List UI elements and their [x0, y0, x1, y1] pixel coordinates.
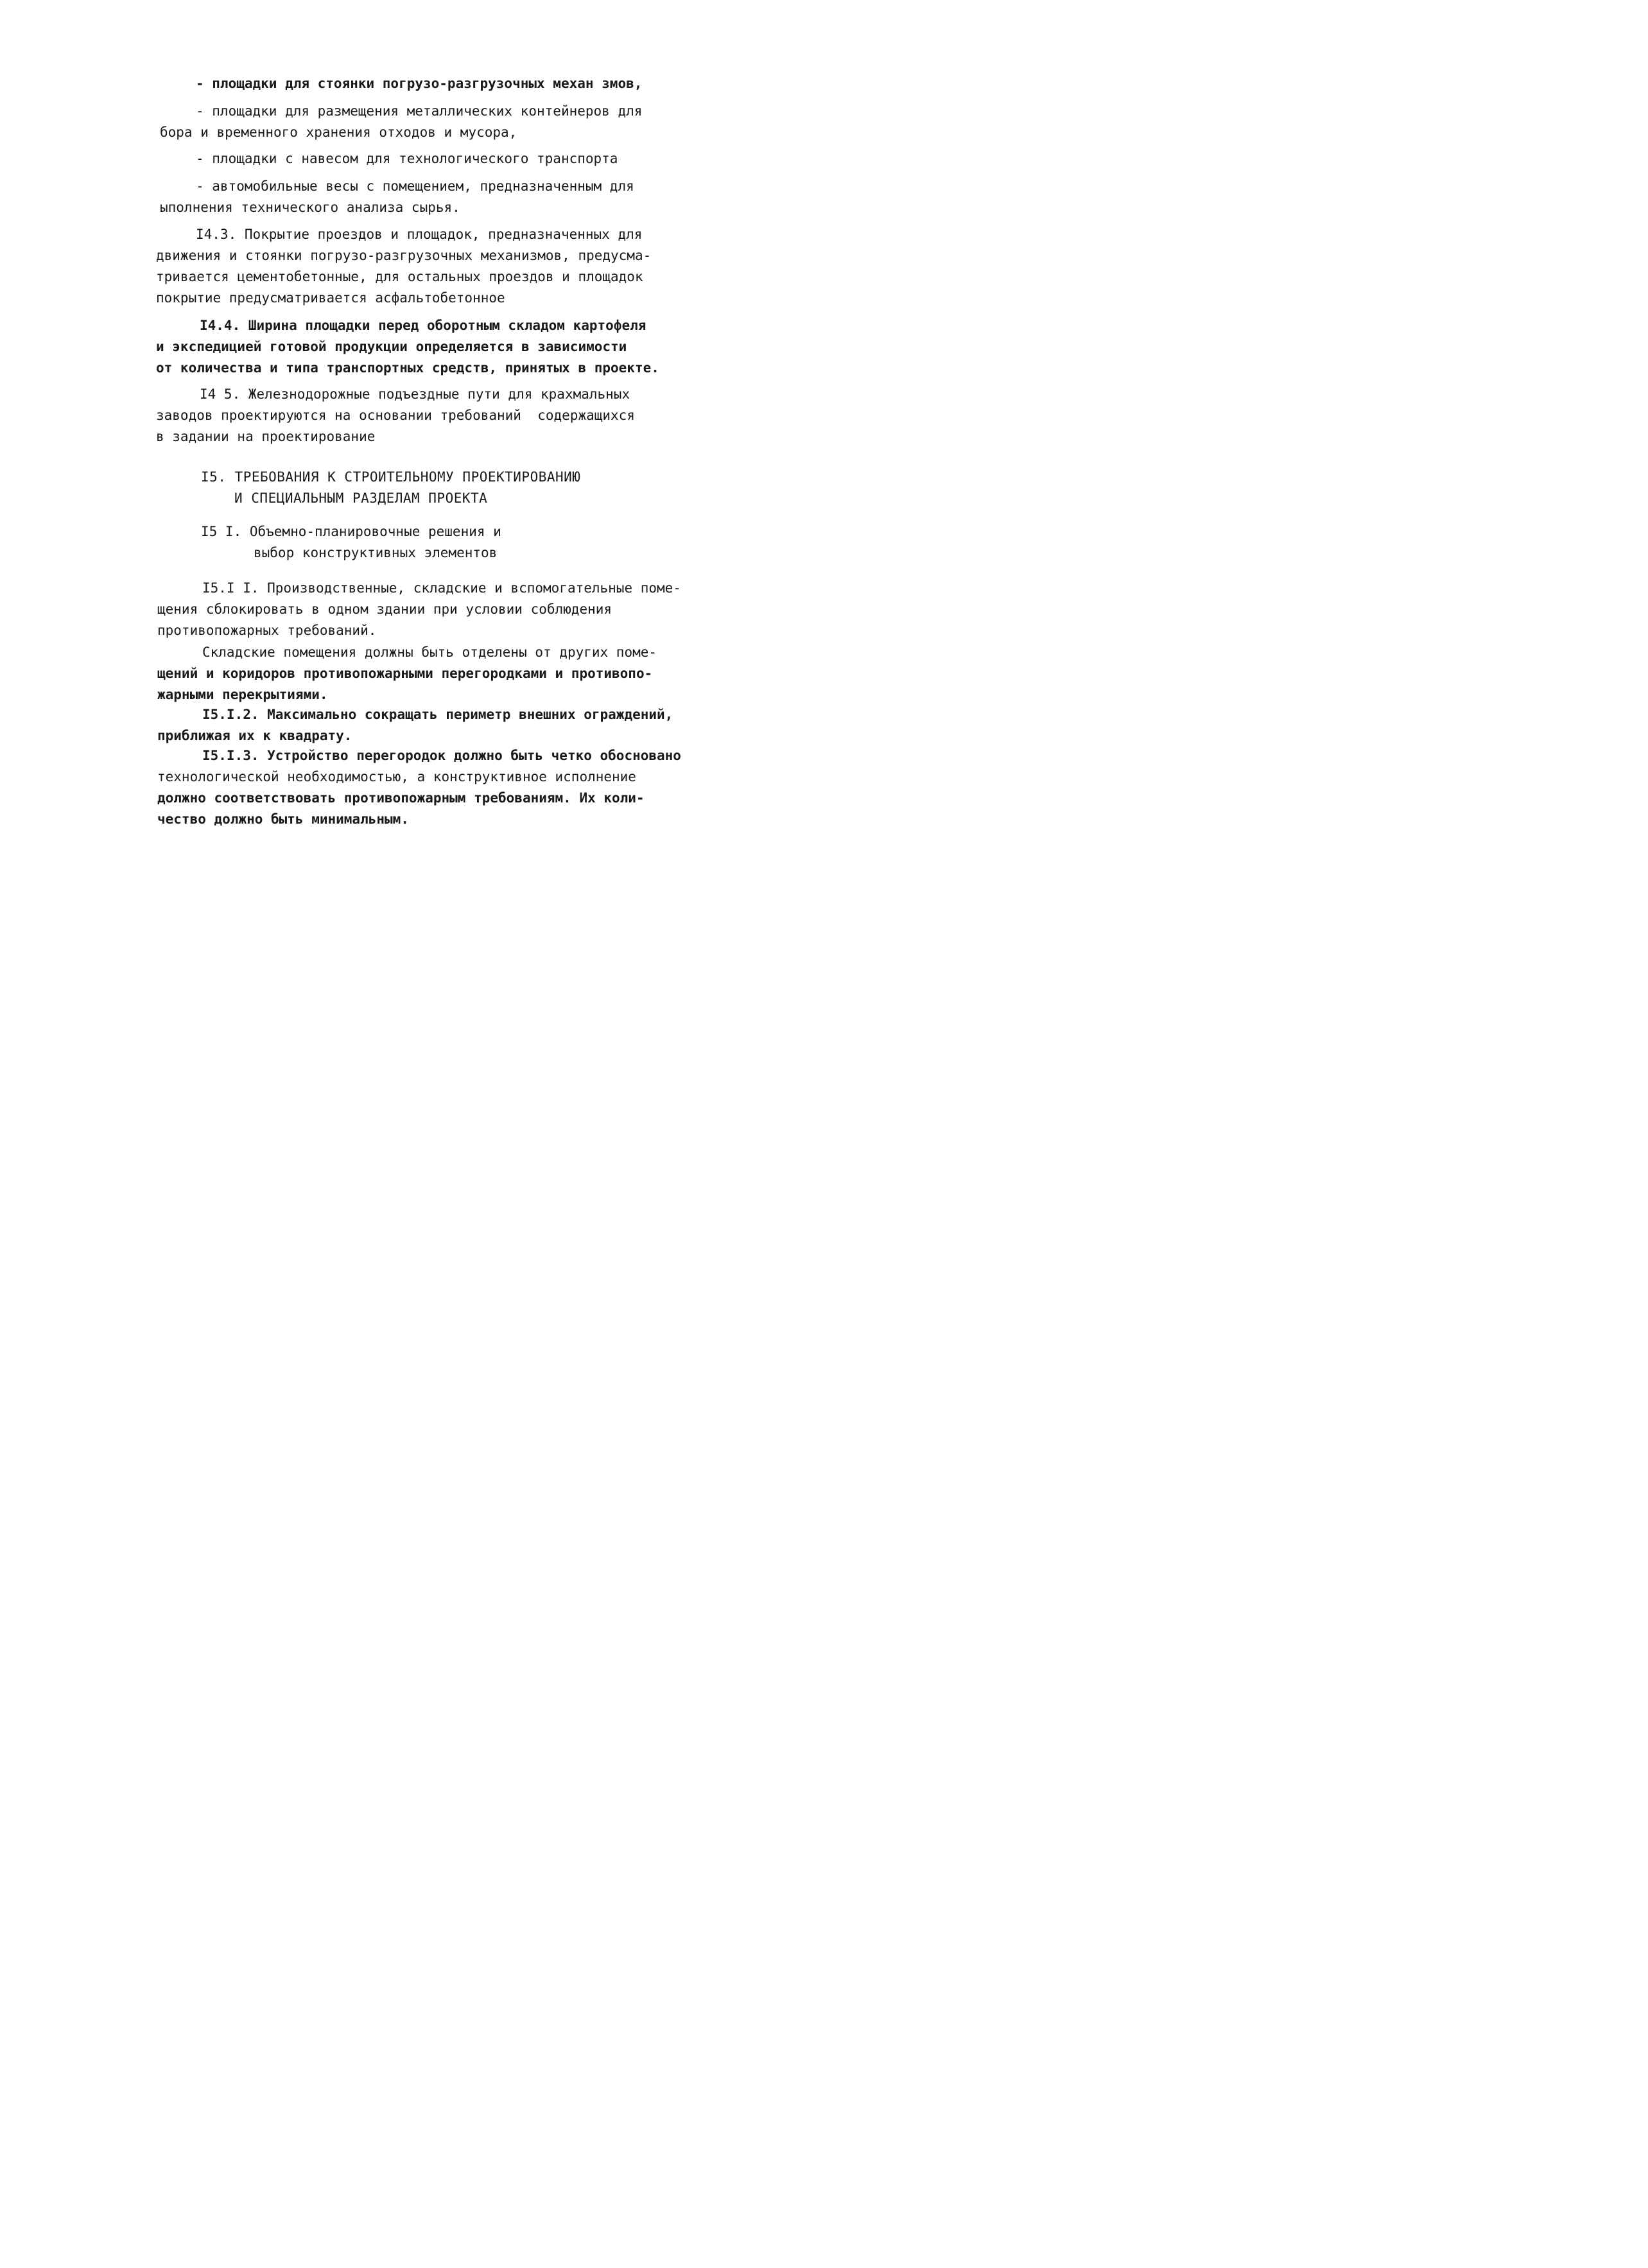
- paragraph-14-4: I4.4. Ширина площадки перед оборотным складом картофеля: [200, 318, 646, 333]
- list-item-canopy-platforms: - площадки с навесом для технологического транспорта: [196, 151, 618, 166]
- text-line: жарными перекрытиями.: [157, 687, 328, 702]
- paragraph-14-5: I4 5. Железнодорожные подъездные пути для крахмальных: [200, 386, 630, 402]
- paragraph-15-1-2: I5.I.2. Максимально сокращать периметр внешних ограждений,: [202, 707, 673, 722]
- text-line: бора и временного хранения отходов и мусора,: [160, 125, 517, 140]
- paragraph-15-1-1: I5.I I. Производственные, складские и вспомогательные поме-: [202, 580, 681, 596]
- text-line: ыполнения технического анализа сырья.: [160, 200, 460, 215]
- text-line: чество должно быть минимальным.: [157, 811, 409, 827]
- text-line: тривается цементобетонные, для остальных проездов и площадок: [156, 269, 643, 284]
- text-line: от количества и типа транспортных средств, принятых в проекте.: [156, 360, 659, 376]
- subsection-heading-continued: выбор конструктивных элементов: [254, 545, 498, 560]
- section-heading-continued: И СПЕЦИАЛЬНЫМ РАЗДЕЛАМ ПРОЕКТА: [234, 490, 488, 506]
- text-line: приближая их к квадрату.: [157, 728, 352, 743]
- paragraph-warehouses: Складские помещения должны быть отделены от других поме-: [202, 645, 657, 660]
- paragraph-14-3: I4.3. Покрытие проездов и площадок, предназначенных для: [196, 227, 643, 242]
- text-line: технологической необходимостью, а конструктивное исполнение: [157, 769, 636, 784]
- text-line: покрытие предусматривается асфальтобетонное: [156, 290, 505, 306]
- subsection-heading: I5 I. Объемно-планировочные решения и: [201, 524, 501, 539]
- text-line: движения и стоянки погрузо-разгрузочных механизмов, предусма-: [156, 248, 652, 263]
- text-line: противопожарных требований.: [157, 623, 377, 638]
- text-line: в задании на проектирование: [156, 429, 376, 444]
- text-line: и экспедицией готовой продукции определяется в зависимости: [156, 339, 627, 354]
- section-heading: I5. ТРЕБОВАНИЯ К СТРОИТЕЛЬНОМУ ПРОЕКТИРОВАНИЮ: [201, 469, 581, 485]
- paragraph-15-1-3: I5.I.3. Устройство перегородок должно быть четко обосновано: [202, 748, 681, 763]
- text-line: заводов проектируются на основании требований содержащихся: [156, 408, 635, 423]
- list-item-container-platforms: - площадки для размещения металлических контейнеров для: [196, 103, 643, 119]
- text-line: щения сблокировать в одном здании при условии соблюдения: [157, 602, 612, 617]
- text-line: щений и коридоров противопожарными перегородками и противопо-: [157, 666, 653, 681]
- text-line: должно соответствовать противопожарным требованиям. Их коли-: [157, 790, 645, 806]
- list-item-loading-platforms: - площадки для стоянки погрузо-разгрузочных механ змов,: [196, 76, 643, 91]
- list-item-truck-scales: - автомобильные весы с помещением, предназначенным для: [196, 178, 634, 194]
